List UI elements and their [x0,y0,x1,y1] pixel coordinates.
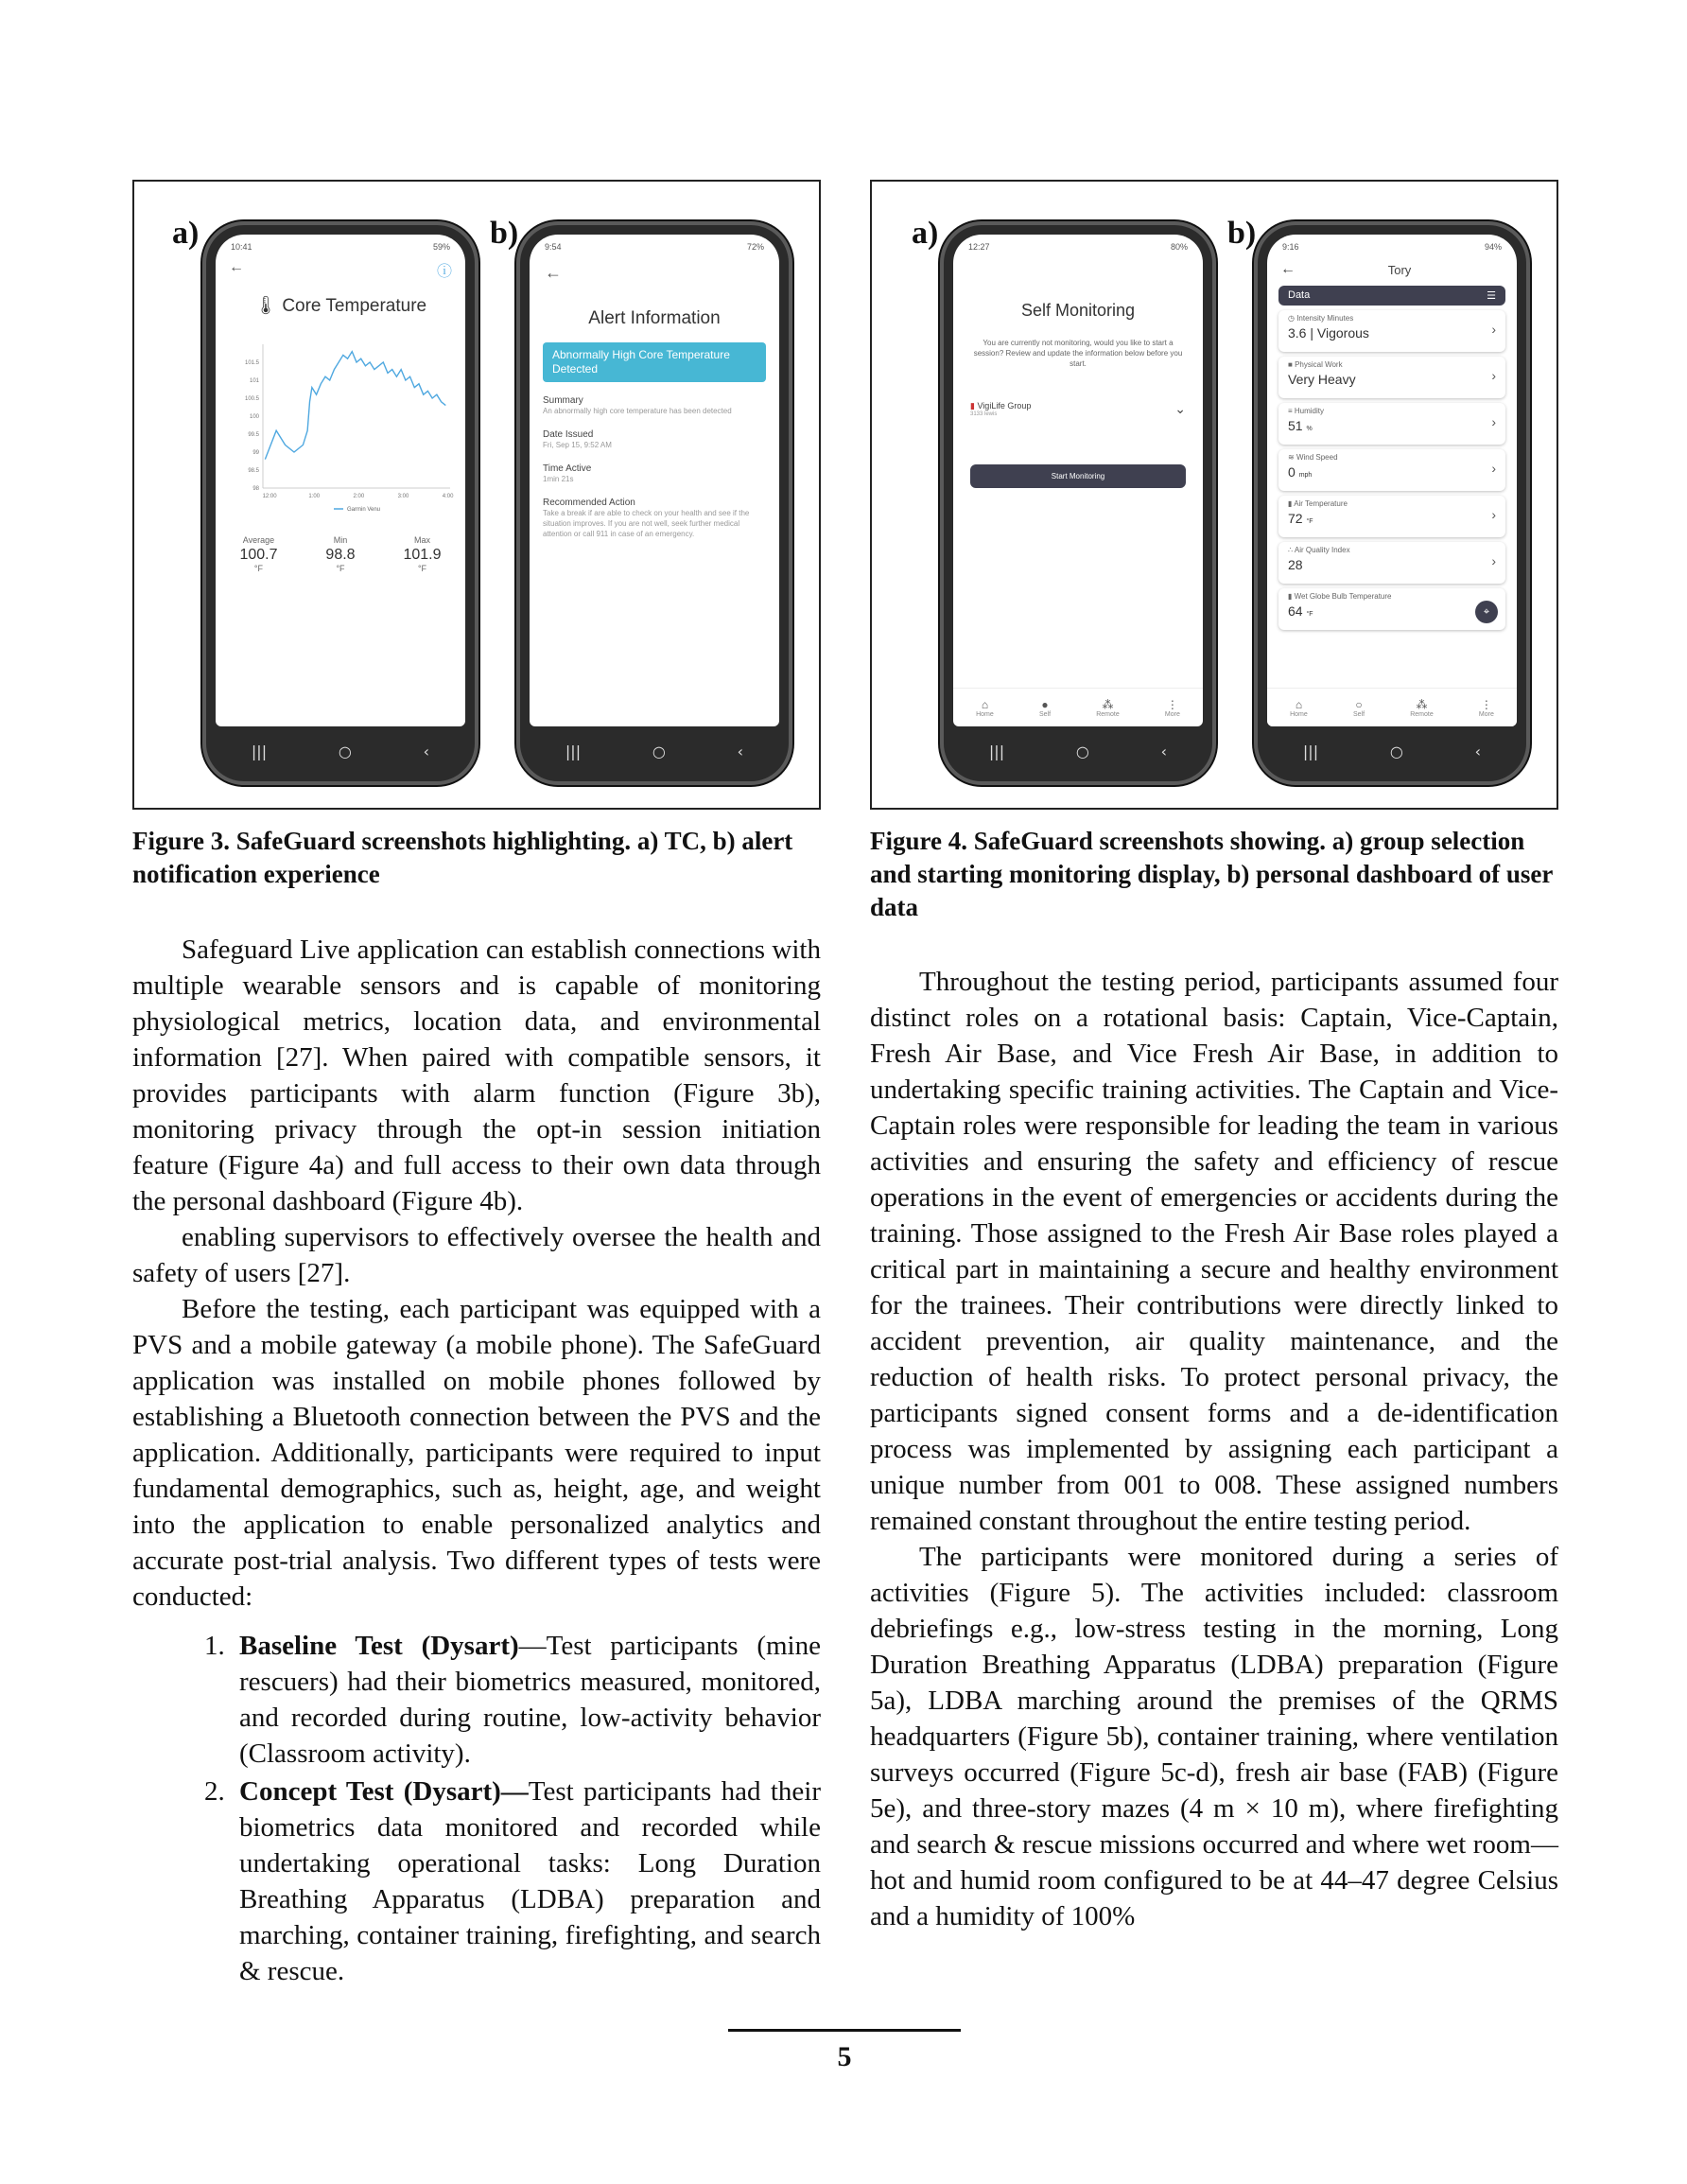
card-value: 0 [1288,464,1296,480]
legend-label: Garmin Venu [347,507,381,513]
status-battery: 59% [432,242,450,252]
group-icon: ⁂ [1102,697,1114,711]
back-arrow-icon[interactable]: ← [1280,261,1296,277]
section-heading: Recommended Action [543,498,635,508]
tab-self[interactable] [1353,698,1365,718]
status-time: 10:41 [231,242,252,252]
figure-3 [132,180,821,810]
card-extra: Vigorous [1316,325,1369,341]
paragraph: enabling supervisors to effectively oversee the health and safety of users [27]. [132,1222,821,1288]
person-icon: ○ [1355,697,1363,711]
android-navbar [530,732,779,770]
chevron-right-icon: › [1491,553,1496,568]
alert-section-date [543,429,766,450]
card-air-quality-index[interactable] [1278,542,1505,584]
back-arrow-icon[interactable]: ← [229,259,244,275]
paragraph: Safeguard Live application can establish connections with multiple wearable sensors and is capable of monitoring physiological metrics, location data, and environmental information [27]. When paired with compatible sensors, it provides participants with alarm function (Figure 3b), monitoring privacy through the opt-in session initiation feature (Figure 4a) and full access to their own data through the personal dashboard (Figure 4b). [132,935,821,1216]
caption-text: SafeGuard screenshots showing. a) group selection and starting monitoring display, b) personal dashboard of user data [870,827,1553,921]
tab-home[interactable] [1290,698,1308,718]
card-value: 64 [1288,603,1303,619]
help-icon[interactable]: ⓘ [436,264,452,280]
right-column [870,964,1558,1934]
tab-label: More [1478,710,1494,718]
list-item-title: Concept Test (Dysart)— [239,1776,529,1807]
back-arrow-icon[interactable]: ← [545,263,562,282]
section-text: An abnormally high core temperature has been detected [543,407,732,415]
home-circle-icon[interactable]: ○ [1389,742,1403,760]
card-wind-speed[interactable] [1278,449,1505,491]
chevron-right-icon: › [1491,322,1496,337]
card-label: Physical Work [1295,360,1343,369]
stats-row [216,535,465,573]
recent-apps-icon[interactable]: ||| [988,742,1005,760]
humidity-icon: ≡ [1288,407,1295,415]
y-tick-label: 99 [252,450,259,456]
chevron-right-icon: › [1491,414,1496,429]
panel-label-b: b) [1227,216,1257,251]
series-line-garmin-venu [265,352,445,460]
x-tick-label: 4:00 [442,494,454,499]
phone-screen [953,235,1203,726]
stat-unit: °F [417,564,427,573]
stat-unit: °F [253,564,264,573]
y-tick-label: 101.5 [244,360,259,366]
self-monitoring-description: You are currently not monitoring, would you like to start a session? Review and update the information below before you start. [973,339,1183,368]
paragraph: Throughout the testing period, participants assumed four distinct roles on a rotational basis: Captain, Vice-Captain, Fresh Air Base, and Vice Fresh Air Base, in addition to undertaking specific training activities. The Captain and Vice-Captain roles were responsible for leading the team in various activities and ensuring the safety and efficiency of rescue operations in the event of emergencies or accidents during the training. Those assigned to the Fresh Air Base roles played a critical part in maintaining a secure and healthy environment for the trainees. Their contributions were directly linked to accident prevention, air quality maintenance, and the reduction of health risks. To protect personal privacy, the participants signed consent forms and a de-identification process was implemented by assigning each participant a unique number from 001 to 008. These assigned numbers remained constant throughout the entire testing period. [870,967,1558,1536]
chevron-right-icon: › [1491,368,1496,383]
section-heading: Date Issued [543,429,594,440]
y-tick-label: 98 [252,486,259,492]
list-icon[interactable]: ☰ [1487,290,1496,302]
y-tick-label: 100 [249,414,259,420]
location-pin-icon[interactable]: ⌖ [1475,601,1498,623]
stat-label: Min [333,535,348,545]
card-label: Air Quality Index [1294,546,1350,554]
status-bar [530,235,779,259]
paragraph: The participants were monitored during a series of activities (Figure 5). The activities included: classroom debriefings e.g., low-stress testing in the morning, Long Duration Breathing Apparatus (LDBA) preparation (Figure 5a), LDBA marching around the premises of the QRMS headquarters (Figure 5b), container training, where ventilation surveys occurred (Figure 5c-d), fresh air base (FAB) (Figure 5e), and three-story mazes (4 m × 10 m), where firefighting and search & rescue missions occurred and where wet room—hot and humid room configured to be at 44–47 degree Celsius and a humidity of 100% [870,1542,1558,1931]
stat-label: Average [242,535,275,545]
y-tick-label: 100.5 [244,396,259,402]
work-icon: ■ [1288,360,1296,369]
card-label: Wet Globe Bulb Temperature [1294,592,1392,601]
card-value: 3.6 [1288,325,1307,341]
data-label: Data [1288,289,1311,301]
tab-remote[interactable] [1410,698,1434,718]
nav-back-icon[interactable]: ‹ [423,742,430,760]
list-item-title: Baseline Test (Dysart) [239,1631,519,1661]
phone-personal-dashboard [1254,221,1530,785]
y-tick-label: 98.5 [248,468,259,474]
status-bar [953,235,1203,259]
status-battery: 72% [746,242,764,252]
section-heading: Summary [543,395,583,406]
phone-screen [1267,235,1517,726]
home-circle-icon[interactable]: ○ [338,742,352,760]
stat-value: 98.8 [325,547,356,563]
screen-title [216,294,465,317]
figure-4-caption [870,825,1558,924]
status-battery: 80% [1170,242,1188,252]
status-battery: 94% [1484,242,1502,252]
list-item [232,1628,821,1772]
figure-3-caption [132,825,794,891]
android-navbar [953,732,1203,770]
tab-more[interactable] [1479,698,1494,718]
x-tick-label: 2:00 [353,494,365,499]
card-air-temperature[interactable] [1278,496,1505,537]
card-humidity[interactable] [1278,403,1505,445]
y-tick-label: 99.5 [248,432,259,438]
tab-label: Home [976,710,994,718]
left-column [132,932,821,1991]
home-circle-icon[interactable]: ○ [652,742,666,760]
group-icon: ⁂ [1416,697,1428,711]
tab-self[interactable] [1039,698,1051,718]
tab-more[interactable] [1165,698,1180,718]
nav-back-icon[interactable]: ‹ [1160,742,1168,760]
stat-min [325,535,355,573]
panel-label-a: a) [172,216,200,251]
card-unit: °F [1306,518,1313,525]
thermometer-icon: ▮ [1288,592,1295,601]
air-quality-icon: ∴ [1288,546,1295,554]
tab-label: Home [1290,710,1308,718]
status-time: 9:16 [1282,242,1299,252]
card-unit: % [1306,426,1313,432]
phone-core-temperature [202,221,478,785]
bottom-tab-bar [1267,688,1517,726]
start-monitoring-button[interactable]: Start Monitoring [970,464,1186,488]
phone-alert-information [516,221,792,785]
card-label: Intensity Minutes [1296,314,1354,323]
section-heading: Time Active [543,463,592,474]
card-label: Air Temperature [1294,499,1348,508]
section-text: Take a break if are able to check on your health and see if the situation improves. If you are not well, seek further medical attention or call 911 in case of an emergency. [543,509,750,538]
card-intensity-minutes[interactable]: ◷ Intensity Minutes 3.6 | Vigorous › [1278,310,1505,352]
stat-label: Max [414,535,431,545]
data-header-bar [1278,286,1505,306]
stat-unit: °F [336,564,345,573]
section-text: 1min 21s [543,475,574,483]
page-number-rule [728,2029,961,2032]
stat-value: 101.9 [403,547,442,563]
tab-label: Self [1352,710,1365,718]
user-name: Tory [1387,262,1412,277]
home-icon: ⌂ [981,697,989,711]
caption-text: . SafeGuard screenshots highlighting. a) TC, b) alert notification experience [132,827,793,888]
page-number: 5 [837,2041,852,2072]
x-tick-label: 3:00 [397,494,409,499]
tab-remote[interactable] [1096,698,1120,718]
x-tick-label: 12:00 [262,494,277,499]
card-unit: °F [1306,611,1313,618]
stat-average [239,535,277,573]
top-row [216,259,465,281]
thermometer-icon: 🌡︎ [253,296,278,316]
self-monitoring-title: Self Monitoring [1020,301,1136,320]
card-physical-work[interactable] [1278,357,1505,398]
chevron-right-icon: › [1491,507,1496,522]
tab-label: Remote [1096,710,1120,718]
stat-value: 100.7 [239,547,278,563]
thermometer-icon: ▮ [1288,499,1295,508]
group-subtitle: 3133 lewis [970,411,998,417]
card-value: Very Heavy [1288,372,1356,387]
caption-lead: Figure 3 [132,827,224,855]
more-icon: ⋮ [1480,697,1492,711]
chevron-down-icon[interactable]: ⌄ [1174,401,1186,416]
card-value: 72 [1288,511,1303,526]
android-navbar [1267,732,1517,770]
android-navbar [216,732,465,770]
core-temperature-title: Core Temperature [282,296,427,316]
list-item [232,1773,821,1989]
phone-screen [530,235,779,726]
x-tick-label: 1:00 [308,494,321,499]
home-circle-icon[interactable]: ○ [1075,742,1089,760]
card-value: 51 [1288,418,1303,433]
panel-label-b: b) [490,216,519,251]
list-item-text: —Test participants (mine rescuers) had their biometrics measured, monitored, and recorded during routine, low-activity behavior (Classroom activity). [239,1631,821,1769]
group-name: VigiLife Group [977,401,1032,411]
tab-home[interactable] [976,698,994,718]
card-value: 28 [1288,557,1303,572]
y-tick-label: 101 [249,378,259,384]
chevron-right-icon: › [1491,461,1496,476]
recent-apps-icon[interactable]: ||| [565,742,582,760]
phone-self-monitoring [940,221,1216,785]
alert-title: Alert Information [588,308,721,328]
test-types-list [132,1628,821,1989]
card-wet-globe-bulb[interactable] [1278,588,1505,630]
nav-back-icon[interactable]: ‹ [1474,742,1482,760]
group-flag-icon: ▮ [970,401,975,411]
alert-section-time [543,463,766,484]
panel-label-a: a) [912,216,939,251]
alert-section-action [543,498,766,539]
group-selector[interactable] [970,401,1186,417]
clock-icon: ◷ [1288,314,1297,323]
alert-section-summary [543,395,766,416]
tab-label: More [1164,710,1180,718]
dashboard-header [1267,259,1517,280]
recent-apps-icon[interactable]: ||| [1302,742,1319,760]
list-item-text: Test participants had their biometrics data monitored and recorded while undertaking operational tasks: Long Duration Breathing Apparatus (LDBA) preparation and marching, container training, firefighting, and search & rescue. [239,1776,821,1986]
caption-lead: Figure 4. [870,827,967,855]
home-icon: ⌂ [1295,697,1303,711]
alert-banner: Abnormally High Core Temperature Detected [543,342,766,382]
more-icon: ⋮ [1166,697,1178,711]
paragraph: Before the testing, each participant was equipped with a PVS and a mobile gateway (a mobile phone). The SafeGuard application was installed on mobile phones followed by establishing a Bluetooth connection between the PVS and the application. Additionally, participants were required to input fundamental demographics, such as, height, age, and weight into the application to enable personalized analytics and accurate post-trial analysis. Two different types of tests were conducted: [132,1294,821,1612]
wind-icon: ≋ [1288,453,1296,462]
bottom-tab-bar [953,688,1203,726]
group-info [970,401,1031,417]
status-bar [1267,235,1517,259]
card-label: Humidity [1294,407,1325,415]
status-time: 9:54 [545,242,562,252]
core-temperature-chart [235,337,457,515]
figure-4 [870,180,1558,810]
card-label: Wind Speed [1296,453,1338,462]
tab-label: Self [1038,710,1052,718]
phone-screen [216,235,465,726]
tab-label: Remote [1410,710,1434,718]
stat-max [403,535,441,573]
card-unit: mph [1298,472,1313,479]
recent-apps-icon[interactable]: ||| [251,742,268,760]
status-time: 12:27 [968,242,990,252]
nav-back-icon[interactable]: ‹ [737,742,744,760]
section-text: Fri, Sep 15, 9:52 AM [543,441,612,449]
person-icon: ● [1041,697,1049,711]
status-bar [216,235,465,259]
